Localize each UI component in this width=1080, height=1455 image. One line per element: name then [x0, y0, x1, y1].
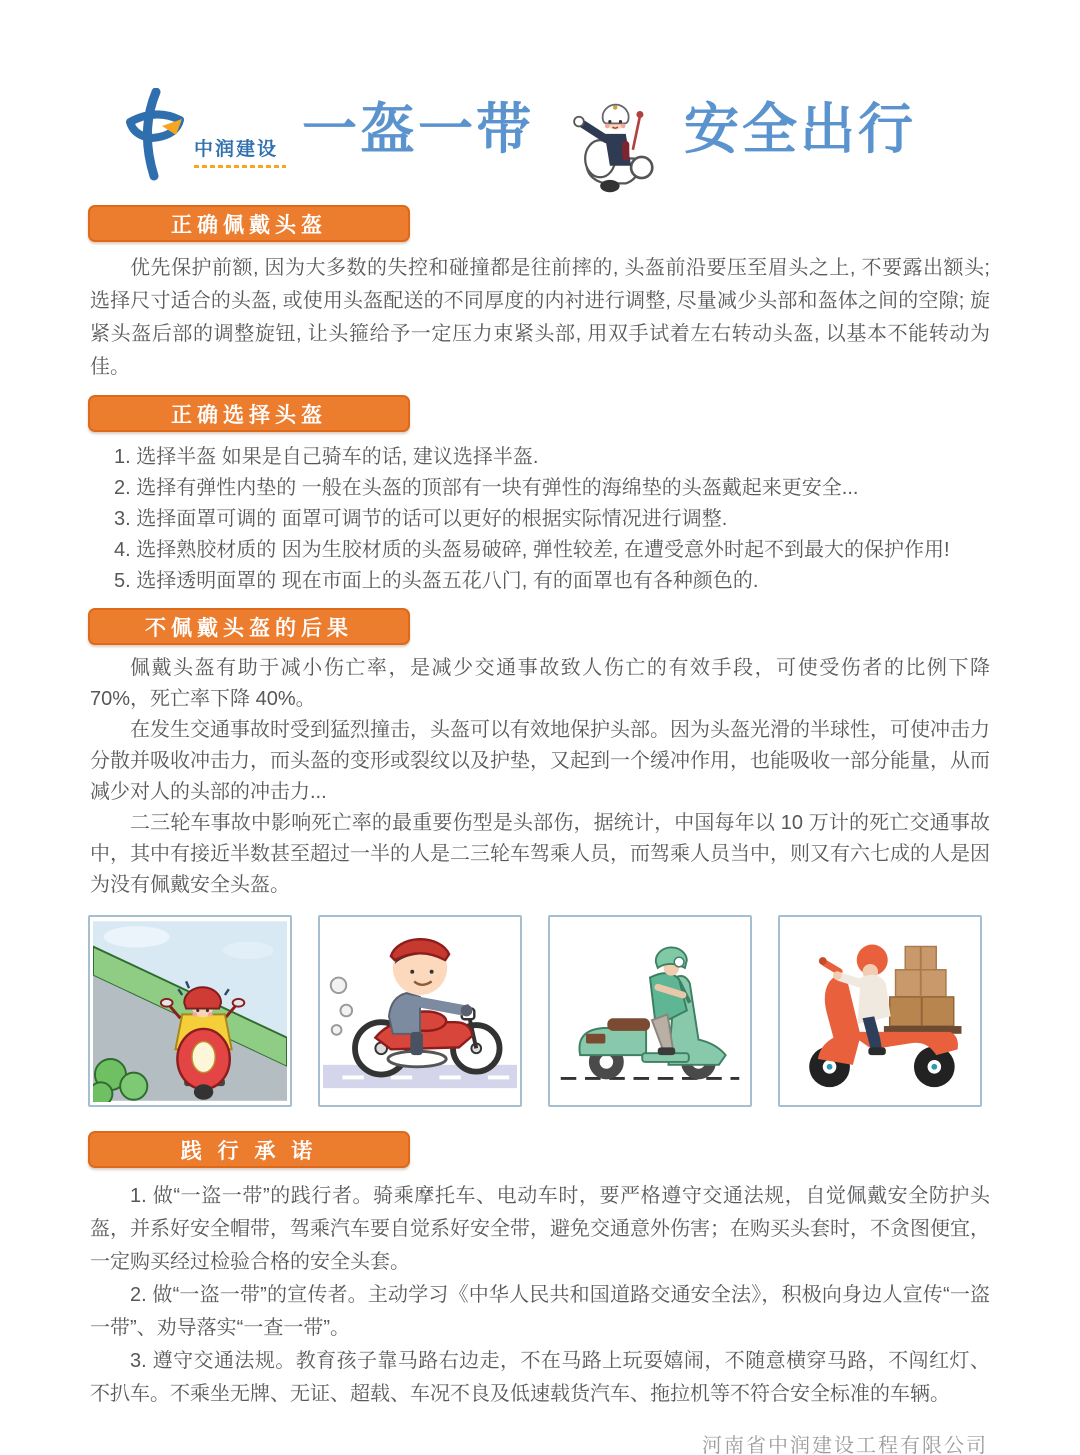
- list-item: 2. 选择有弹性内垫的 一般在头盔的顶部有一块有弹性的海绵垫的头盔戴起来更安全...: [114, 477, 859, 499]
- section-banner-correct-choosing: [88, 395, 410, 432]
- banner-label: 践 行 承 诺: [180, 1139, 318, 1163]
- logo-text: 中润建设: [194, 139, 279, 160]
- list-item: 5. 选择透明面罩的 现在市面上的头盔五花八门, 有的面罩也有各种颜色的.: [114, 570, 759, 592]
- banner-label: 不佩戴头盔的后果: [145, 616, 353, 640]
- rider-red-helmet-yellow-jacket-illustration: [93, 920, 287, 1102]
- paragraph-commitment-3: 3. 遵守交通法规。教育孩子靠马路右边走，不在马路上玩耍嬉闹，不随意横穿马路，不闯红灯、不扒车。不乘坐无牌、无证、超载、车况不良及低速载货汽车、拖拉机等不符合安全标准的车辆。: [90, 1350, 990, 1405]
- paragraph-commitment-1: 1. 做“一盗一带”的践行者。骑乘摩托车、电动车时，要严格遵守交通法规，自觉佩戴安全防护头盔，并系好安全帽带，驾乘汽车要自觉系好安全带，避免交通意外伤害；在购买头套时，不贪图便宜，一定购买经过检验合格的安全头套。: [90, 1185, 990, 1273]
- illustration-delivery-scooter: [778, 915, 982, 1107]
- paragraph-correct-wearing: 优先保护前额, 因为大多数的失控和碰撞都是往前摔的, 头盔前沿要压至眉头之上, 不要露出额头; 选择尺寸适合的头盔, 或使用头盔配送的不同厚度的内衬进行调整, 尽量减少头部和盔体之间的空隙; 旋紧头盔后部的调整旋钮, 让头箍给予一定压力束紧头部, 用双手试着左右转动头盔, 以基本不能转动为佳。: [90, 257, 990, 378]
- delivery-rider-orange-scooter-illustration: [783, 920, 977, 1102]
- paragraph-consequence-3: 二三轮车事故中影响死亡率的最重要伤型是头部伤，据统计，中国每年以 10 万计的死亡交通事故中，其中有接近半数甚至超过一半的人是二三轮车驾乘人员，而驾乘人员当中，则又有六七成的人是因为没有佩戴安全头盔。: [90, 812, 990, 896]
- banner-label: 正确佩戴头盔: [171, 213, 327, 237]
- section-banner-consequences: [88, 608, 410, 645]
- section-banner-correct-wearing: [88, 205, 410, 242]
- banner-label: 正确选择头盔: [171, 403, 327, 427]
- list-item: 3. 选择面罩可调的 面罩可调节的话可以更好的根据实际情况进行调整.: [114, 508, 728, 530]
- logo-text-block: [194, 134, 286, 168]
- paragraph-consequence-1: 佩戴头盔有助于减小伤亡率，是减少交通事故致人伤亡的有效手段，可使受伤者的比例下降 70%，死亡率下降 40%。: [90, 657, 990, 710]
- page-title-safety: 安全出行: [684, 98, 917, 160]
- police-mascot-illustration: [560, 88, 658, 194]
- illustration-row: [88, 915, 992, 1107]
- section-banner-commitment: [88, 1131, 410, 1168]
- illustration-boy-motorcycle: [318, 915, 522, 1107]
- logo-tagline: [194, 165, 286, 168]
- header: [116, 88, 1080, 194]
- boy-red-helmet-motorcycle-illustration: [323, 920, 517, 1102]
- paragraph-consequence-2: 在发生交通事故时受到猛烈撞击，头盔可以有效地保护头部。因为头盔光滑的半球性，可使冲击力分散并吸收冲击力，而头盔的变形或裂纹以及护垫，又起到一个缓冲作用，也能吸收一部分能量，从而减少对人的头部的冲击力...: [90, 719, 990, 803]
- zhongrun-logo-icon: [116, 88, 190, 184]
- list-item: 4. 选择熟胶材质的 因为生胶材质的头盔易破碎, 弹性较差, 在遭受意外时起不到最大的保护作用!: [114, 539, 950, 561]
- man-green-helmet-mint-scooter-illustration: [553, 920, 747, 1102]
- illustration-rider-on-road: [88, 915, 292, 1107]
- footer-company-name: 河南省中润建设工程有限公司: [702, 1435, 988, 1455]
- page-title-helmet: 一盔一带: [302, 98, 535, 160]
- helmet-choice-list: [90, 442, 990, 597]
- illustration-mint-scooter: [548, 915, 752, 1107]
- list-item: 1. 选择半盔 如果是自己骑车的话, 建议选择半盔.: [114, 446, 539, 468]
- zhongrun-logo: [116, 88, 286, 184]
- paragraph-commitment-2: 2. 做“一盗一带”的宣传者。主动学习《中华人民共和国道路交通安全法》，积极向身边人宣传“一盗一带”、劝导落实“一查一带”。: [90, 1284, 990, 1339]
